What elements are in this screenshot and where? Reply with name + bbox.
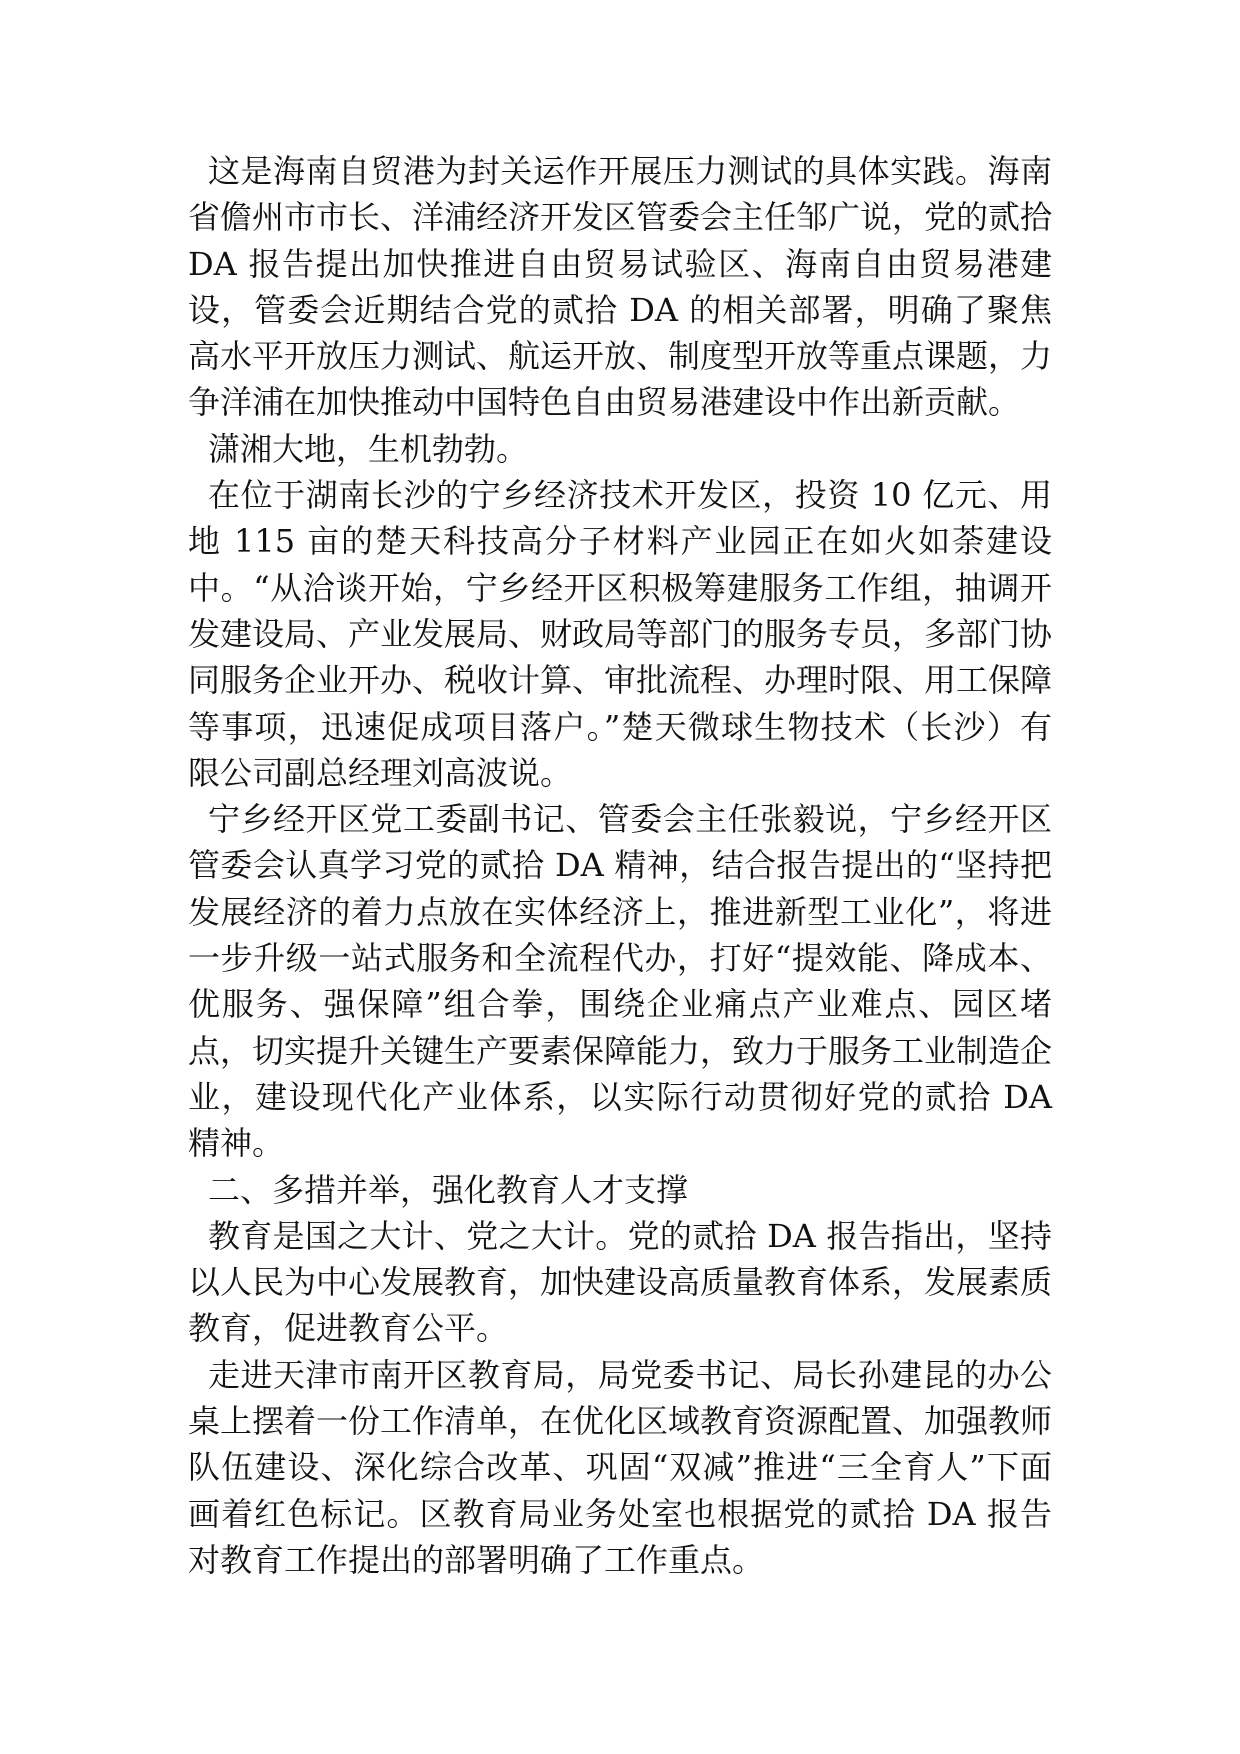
paragraph-ningxiang-director: 宁乡经开区党工委副书记、管委会主任张毅说，宁乡经开区管委会认真学习党的贰拾 DA 精神，结合报告提出的“坚持把发展经济的着力点放在实体经济上，推进新型工业化”，将进一步升级一站式服务和全流程代办，打好“提效能、降成本、优服务、强保障”组合拳，围绕企业痛点产业难点、园区堵点，切实提升关键生产要素保障能力，致力于服务工业制造企业，建设现代化产业体系，以实际行动贯彻好党的贰拾 DA 精神。	[188, 800, 1053, 1163]
paragraph-tianjin-nankai: 走进天津市南开区教育局，局党委书记、局长孙建昆的办公桌上摆着一份工作清单，在优化区域教育资源配置、加强教师队伍建设、深化综合改革、巩固“双减”推进“三全育人”下面画着红色标记。区教育局业务处室也根据党的贰拾 DA 报告对教育工作提出的部署明确了工作重点。	[188, 1355, 1053, 1579]
paragraph-education-intro: 教育是国之大计、党之大计。党的贰拾 DA 报告指出，坚持以人民为中心发展教育，加快建设高质量教育体系，发展素质教育，促进教育公平。	[188, 1216, 1053, 1348]
paragraph-hainan-yangpu: 这是海南自贸港为封关运作开展压力测试的具体实践。海南省儋州市市长、洋浦经济开发区管委会主任邹广说，党的贰拾 DA 报告提出加快推进自由贸易试验区、海南自由贸易港建设，管委会近期结合党的贰拾 DA 的相关部署，明确了聚焦高水平开放压力测试、航运开放、制度型开放等重点课题，力争洋浦在加快推动中国特色自由贸易港建设中作出新贡献。	[188, 152, 1053, 422]
section-heading-education: 二、多措并举，强化教育人才支撑	[208, 1170, 689, 1209]
paragraph-xiaoxiang: 潇湘大地，生机勃勃。	[208, 429, 529, 468]
paragraph-ningxiang-park: 在位于湖南长沙的宁乡经济技术开发区，投资 10 亿元、用地 115 亩的楚天科技高分子材料产业园正在如火如荼建设中。“从洽谈开始，宁乡经开区积极筹建服务工作组，抽调开发建设局、产业发展局、财政局等部门的服务专员，多部门协同服务企业开办、税收计算、审批流程、办理时限、用工保障等事项，迅速促成项目落户。”楚天微球生物技术（长沙）有限公司副总经理刘高波说。	[188, 476, 1053, 792]
document-page	[188, 148, 1052, 1583]
